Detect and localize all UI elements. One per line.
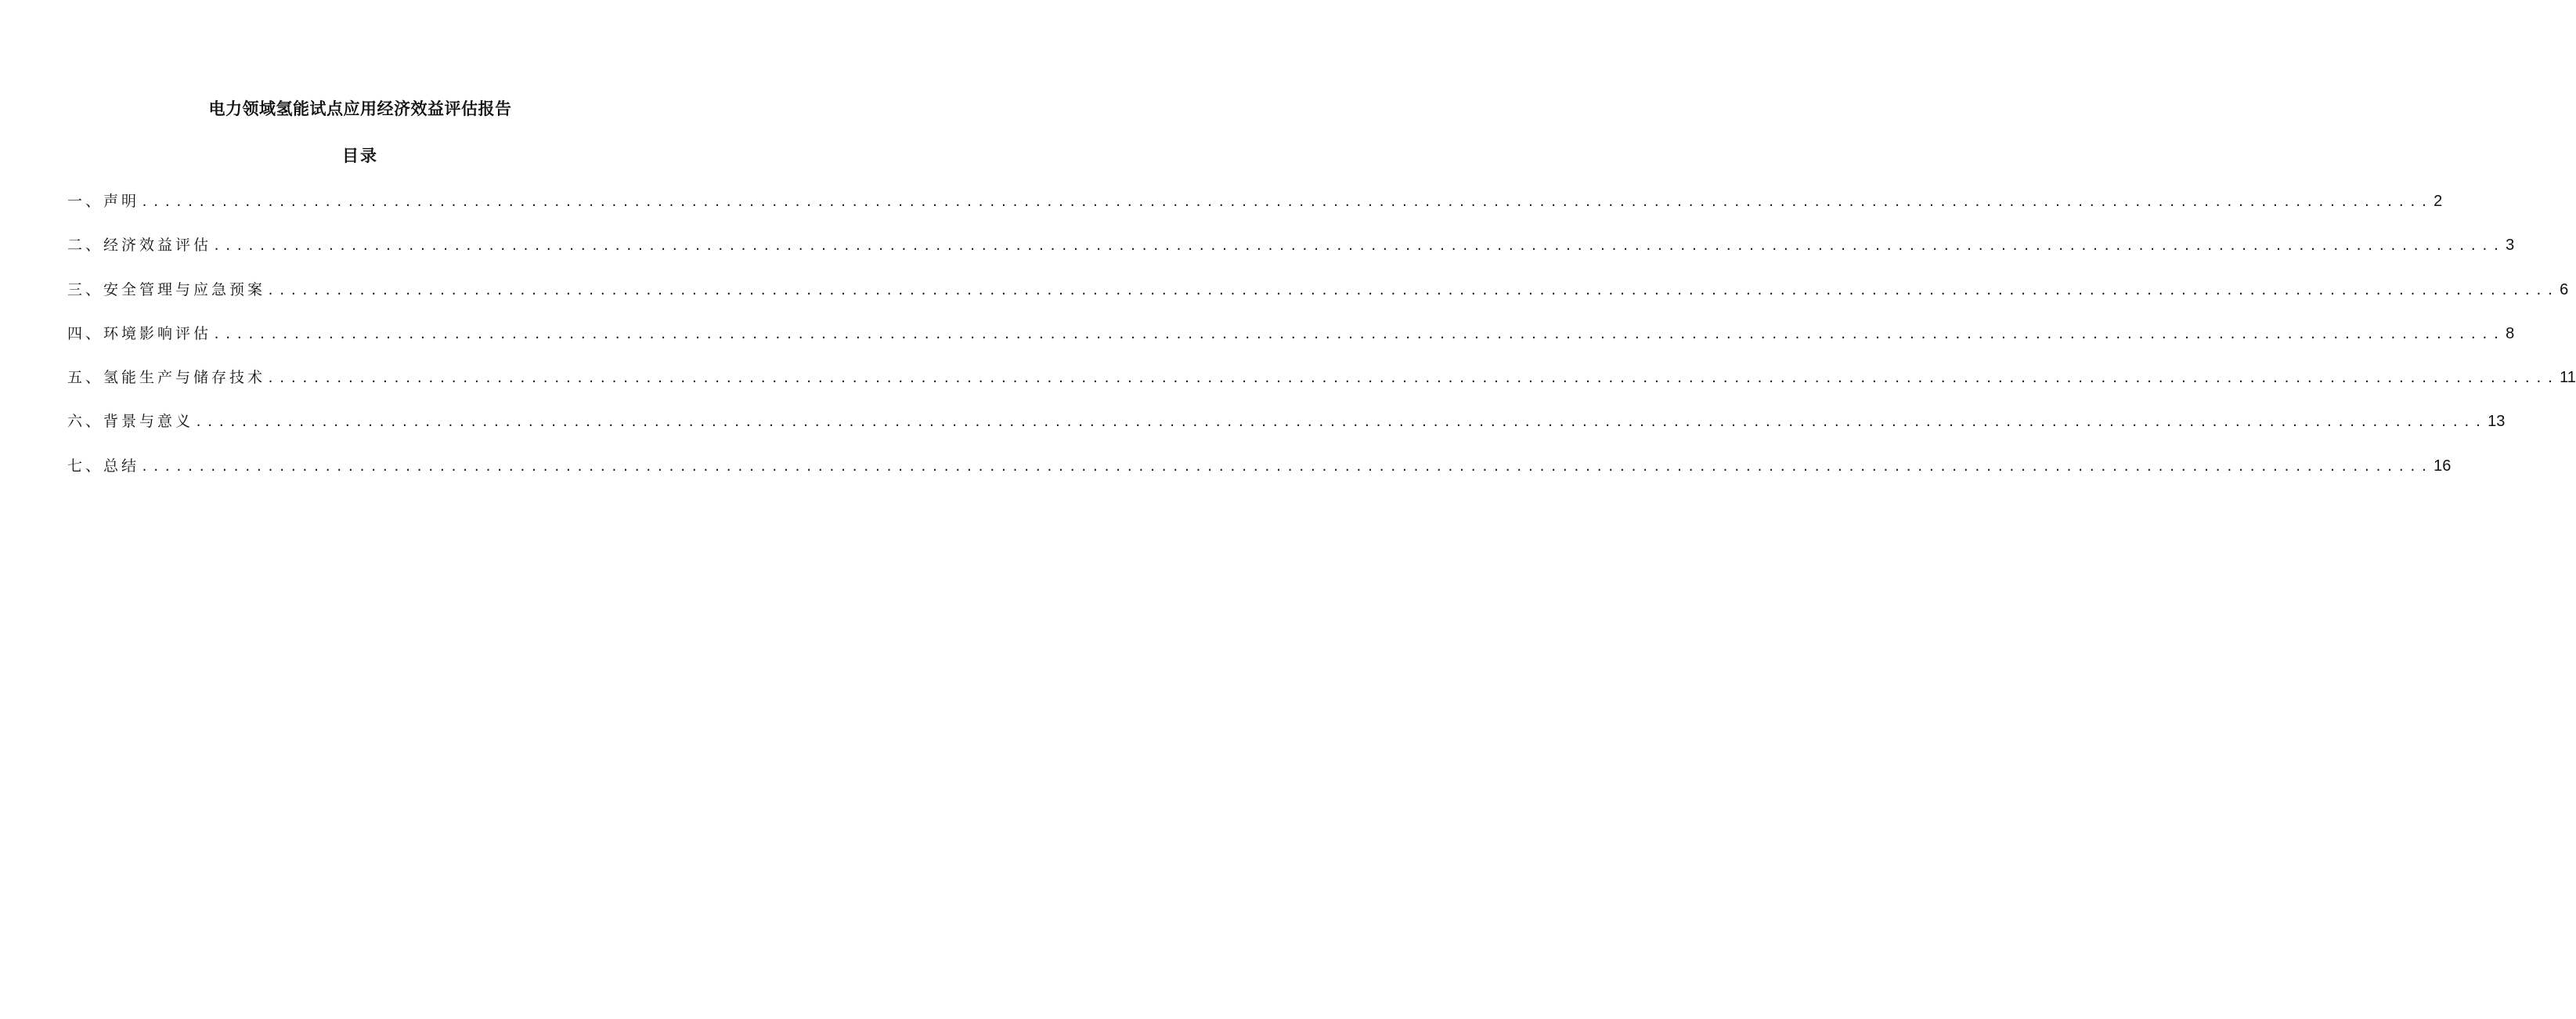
- table-of-contents: [67, 190, 2576, 498]
- toc-entry-label: 七、总结: [67, 457, 140, 475]
- toc-entry-page: 8: [2506, 324, 2515, 342]
- toc-entry[interactable]: [67, 322, 2515, 366]
- toc-entry-page: 16: [2433, 457, 2452, 475]
- toc-entry-page: 11: [2560, 369, 2576, 387]
- toc-entry[interactable]: [67, 454, 2452, 498]
- toc-dot-leader: ........................................................................................................................................................................................................: [141, 459, 2433, 474]
- toc-entry-page: 2: [2433, 193, 2443, 210]
- toc-dot-leader: ........................................................................................................................................................................................................: [213, 239, 2505, 254]
- toc-entry[interactable]: [67, 410, 2506, 453]
- toc-dot-leader: ........................................................................................................................................................................................................: [195, 415, 2487, 430]
- toc-entry[interactable]: [67, 190, 2443, 233]
- toc-entry[interactable]: [67, 233, 2515, 277]
- toc-entry[interactable]: [67, 366, 2576, 410]
- toc-entry-label: 一、声明: [67, 193, 140, 210]
- toc-entry-label: 五、氢能生产与储存技术: [67, 369, 266, 387]
- toc-entry-page: 3: [2506, 237, 2515, 255]
- toc-entry-page: 6: [2560, 280, 2569, 298]
- toc-entry[interactable]: [67, 278, 2569, 322]
- toc-entry-label: 四、环境影响评估: [67, 324, 212, 342]
- toc-dot-leader: ........................................................................................................................................................................................................: [267, 371, 2559, 386]
- toc-dot-leader: ........................................................................................................................................................................................................: [213, 327, 2505, 341]
- toc-entry-label: 三、安全管理与应急预案: [67, 280, 266, 298]
- toc-entry-label: 六、背景与意义: [67, 413, 194, 431]
- toc-dot-leader: ........................................................................................................................................................................................................: [141, 195, 2433, 209]
- document-title: 电力领域氢能试点应用经济效益评估报告: [208, 99, 512, 118]
- toc-heading: 目录: [342, 146, 378, 165]
- toc-dot-leader: ........................................................................................................................................................................................................: [267, 283, 2559, 298]
- toc-entry-page: 13: [2488, 413, 2506, 431]
- toc-entry-label: 二、经济效益评估: [67, 237, 212, 255]
